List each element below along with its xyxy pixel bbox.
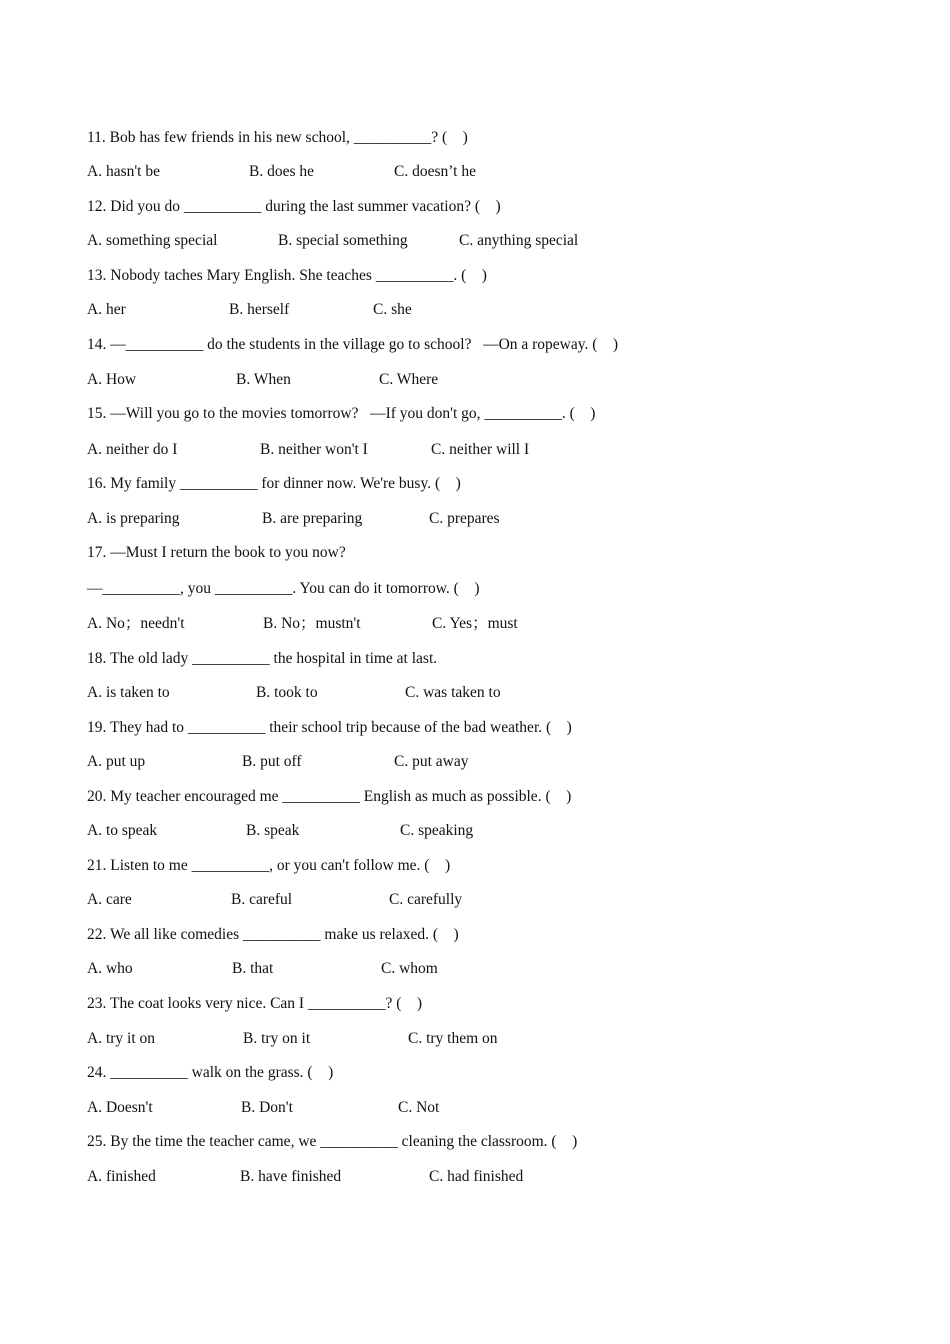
question-18-option-a[interactable]: A. is taken to bbox=[87, 684, 170, 701]
question-11-stem: 11. Bob has few friends in his new school, __________? ( ) bbox=[87, 129, 468, 146]
question-22-option-b[interactable]: B. that bbox=[232, 960, 274, 977]
question-14-option-c[interactable]: C. Where bbox=[379, 371, 439, 388]
question-15-option-c[interactable]: C. neither will I bbox=[431, 441, 530, 458]
question-11-option-a[interactable]: A. hasn't be bbox=[87, 163, 160, 180]
question-19-option-a[interactable]: A. put up bbox=[87, 753, 146, 770]
question-20-stem: 20. My teacher encouraged me __________ English as much as possible. ( ) bbox=[87, 788, 572, 805]
question-17-stem-reply: —__________, you __________. You can do it tomorrow. ( ) bbox=[87, 580, 480, 597]
question-23-option-a[interactable]: A. try it on bbox=[87, 1030, 156, 1047]
question-23-stem: 23. The coat looks very nice. Can I __________? ( ) bbox=[87, 995, 423, 1012]
question-13-option-b[interactable]: B. herself bbox=[229, 301, 290, 318]
question-13-option-c[interactable]: C. she bbox=[373, 301, 412, 318]
question-22-stem: 22. We all like comedies __________ make us relaxed. ( ) bbox=[87, 926, 459, 943]
question-25-option-c[interactable]: C. had finished bbox=[429, 1168, 524, 1185]
question-23-option-c[interactable]: C. try them on bbox=[408, 1030, 498, 1047]
question-16-option-c[interactable]: C. prepares bbox=[429, 510, 500, 527]
question-16-option-b[interactable]: B. are preparing bbox=[262, 510, 363, 527]
question-19-stem: 19. They had to __________ their school trip because of the bad weather. ( ) bbox=[87, 719, 572, 736]
question-25-option-a[interactable]: A. finished bbox=[87, 1168, 156, 1185]
question-13-stem: 13. Nobody taches Mary English. She teaches __________. ( ) bbox=[87, 267, 487, 284]
question-17-stem: 17. —Must I return the book to you now? bbox=[87, 544, 346, 561]
question-24-option-a[interactable]: A. Doesn't bbox=[87, 1099, 153, 1116]
question-24-option-c[interactable]: C. Not bbox=[398, 1099, 440, 1116]
question-14-option-a[interactable]: A. How bbox=[87, 371, 137, 388]
question-16-option-a[interactable]: A. is preparing bbox=[87, 510, 180, 527]
question-19-option-b[interactable]: B. put off bbox=[242, 753, 302, 770]
question-20-option-b[interactable]: B. speak bbox=[246, 822, 300, 839]
question-12-option-b[interactable]: B. special something bbox=[278, 232, 408, 249]
question-19-option-c[interactable]: C. put away bbox=[394, 753, 469, 770]
question-25-stem: 25. By the time the teacher came, we __________ cleaning the classroom. ( ) bbox=[87, 1133, 578, 1150]
question-15-option-b[interactable]: B. neither won't I bbox=[260, 441, 368, 458]
question-16-stem: 16. My family __________ for dinner now. We're busy. ( ) bbox=[87, 475, 461, 492]
question-11-option-c[interactable]: C. doesn’t he bbox=[394, 163, 476, 180]
question-21-stem: 21. Listen to me __________, or you can't follow me. ( ) bbox=[87, 857, 451, 874]
question-17-option-c[interactable]: C. Yes；must bbox=[432, 615, 518, 632]
question-22-option-c[interactable]: C. whom bbox=[381, 960, 438, 977]
question-20-option-c[interactable]: C. speaking bbox=[400, 822, 474, 839]
question-18-option-b[interactable]: B. took to bbox=[256, 684, 318, 701]
question-14-stem: 14. —__________ do the students in the village go to school? —On a ropeway. ( ) bbox=[87, 336, 619, 353]
question-21-option-b[interactable]: B. careful bbox=[231, 891, 293, 908]
question-14-option-b[interactable]: B. When bbox=[236, 371, 291, 388]
question-18-stem: 18. The old lady __________ the hospital in time at last. bbox=[87, 650, 438, 667]
question-13-option-a[interactable]: A. her bbox=[87, 301, 126, 318]
question-12-option-c[interactable]: C. anything special bbox=[459, 232, 579, 249]
question-24-stem: 24. __________ walk on the grass. ( ) bbox=[87, 1064, 334, 1081]
question-12-stem: 12. Did you do __________ during the last summer vacation? ( ) bbox=[87, 198, 501, 215]
question-25-option-b[interactable]: B. have finished bbox=[240, 1168, 342, 1185]
question-17-option-b[interactable]: B. No；mustn't bbox=[263, 615, 361, 632]
question-17-option-a[interactable]: A. No；needn't bbox=[87, 615, 185, 632]
question-20-option-a[interactable]: A. to speak bbox=[87, 822, 158, 839]
question-21-option-a[interactable]: A. care bbox=[87, 891, 132, 908]
question-12-option-a[interactable]: A. something special bbox=[87, 232, 218, 249]
question-24-option-b[interactable]: B. Don't bbox=[241, 1099, 293, 1116]
question-21-option-c[interactable]: C. carefully bbox=[389, 891, 463, 908]
question-11-option-b[interactable]: B. does he bbox=[249, 163, 315, 180]
question-15-stem: 15. —Will you go to the movies tomorrow? —If you don't go, __________. ( ) bbox=[87, 405, 596, 422]
question-23-option-b[interactable]: B. try on it bbox=[243, 1030, 311, 1047]
question-18-option-c[interactable]: C. was taken to bbox=[405, 684, 501, 701]
question-15-option-a[interactable]: A. neither do I bbox=[87, 441, 178, 458]
question-22-option-a[interactable]: A. who bbox=[87, 960, 133, 977]
